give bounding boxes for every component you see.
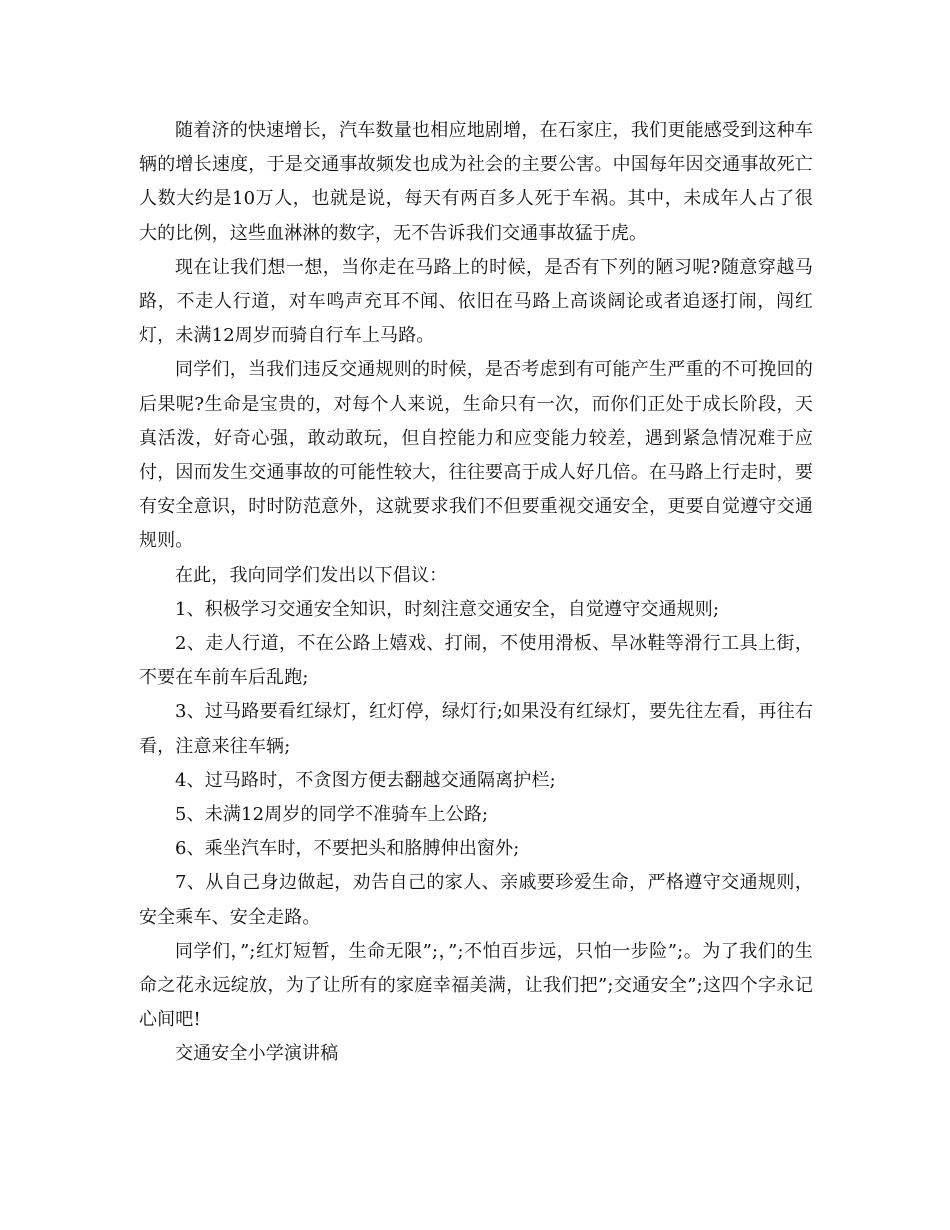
- proposal-item-3: 3、过马路要看红绿灯，红灯停，绿灯行;如果没有红绿灯，要先往左看，再往右看，注意来往车辆;: [139, 701, 813, 757]
- paragraph-intro: 随着济的快速增长，汽车数量也相应地剧增，在石家庄，我们更能感受到这种车辆的增长速度，于是交通事故频发也成为社会的主要公害。中国每年因交通事故死亡人数大约是10万人，也就是说，每天有两百多人死于车祸。其中，未成年人占了很大的比例，这些血淋淋的数字，无不告诉我们交通事故猛于虎。: [139, 120, 813, 244]
- proposal-item-1: 1、积极学习交通安全知识，时刻注意交通安全，自觉遵守交通规则;: [175, 598, 720, 620]
- paragraph-proposal-intro: 在此，我向同学们发出以下倡议：: [175, 564, 448, 586]
- document-body: [139, 114, 813, 1072]
- proposal-item-2: 2、走人行道，不在公路上嬉戏、打闹，不使用滑板、旱冰鞋等滑行工具上街，不要在车前车后乱跑;: [139, 633, 813, 689]
- proposal-item-6: 6、乘坐汽车时，不要把头和胳膊伸出窗外;: [175, 838, 520, 860]
- proposal-item-7: 7、从自己身边做起，劝告自己的家人、亲戚要珍爱生命，严格遵守交通规则，安全乘车、安全走路。: [139, 872, 813, 928]
- proposal-item-4: 4、过马路时，不贪图方便去翻越交通隔离护栏;: [175, 769, 556, 791]
- paragraph-closing: 同学们，”;红灯短暂，生命无限”;，”;不怕百步远，只怕一步险”;。为了我们的生命之花永远绽放，为了让所有的家庭幸福美满，让我们把”;交通安全”;这四个字永记心间吧!: [139, 940, 813, 1031]
- paragraph-consequences: 同学们，当我们违反交通规则的时候，是否考虑到有可能产生严重的不可挽回的后果呢?生命是宝贵的，对每个人来说，生命只有一次，而你们正处于成长阶段，天真活泼，好奇心强，敢动敢玩，但自控能力和应变能力较差，遇到紧急情况难于应付，因而发生交通事故的可能性较大，往往要高于成人好几倍。在马路上行走时，要有安全意识，时时防范意外，这就要求我们不但要重视交通安全，更要自觉遵守交通规则。: [139, 359, 813, 552]
- proposal-item-5: 5、未满12周岁的同学不准骑车上公路;: [175, 804, 489, 826]
- paragraph-bad-habits: 现在让我们想一想，当你走在马路上的时候，是否有下列的陋习呢?随意穿越马路，不走人行道，对车鸣声充耳不闻、依旧在马路上高谈阔论或者追逐打闹，闯红灯，未满12周岁而骑自行车上马路。: [139, 256, 813, 347]
- paragraph-title-line: 交通安全小学演讲稿: [175, 1043, 339, 1065]
